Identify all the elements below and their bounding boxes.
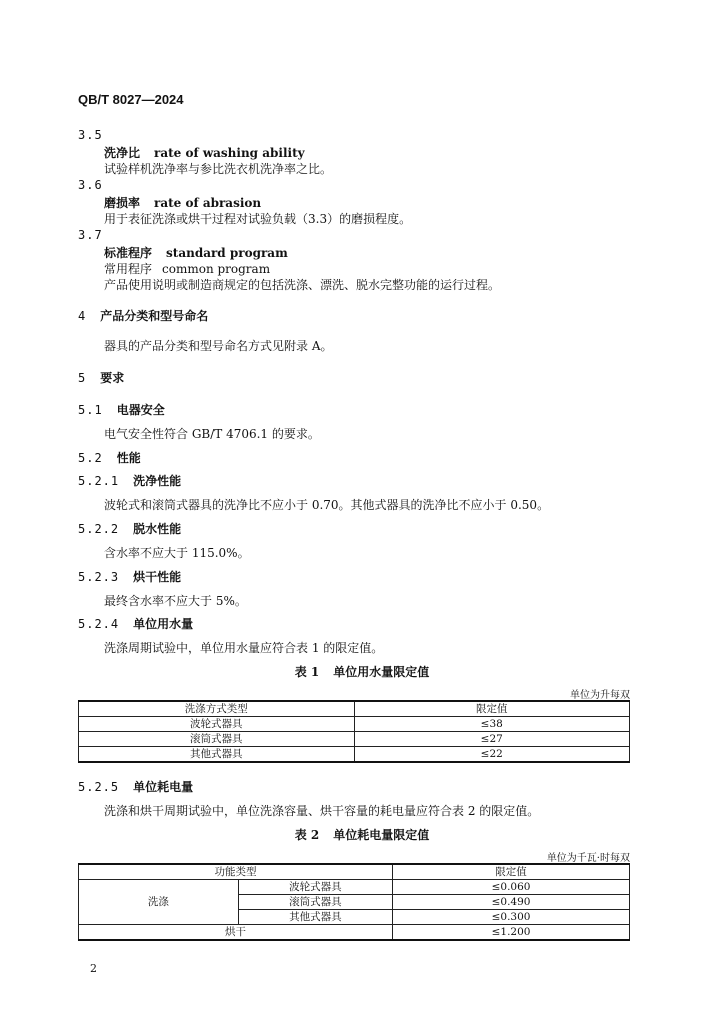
section-number: 5.1 (78, 403, 103, 417)
table-header-row (79, 864, 630, 880)
table-cell: 波轮式器具 (238, 880, 392, 895)
table-cell: ≤1.200 (393, 925, 630, 941)
section-number: 5.2.4 (78, 617, 120, 631)
table-row (79, 747, 630, 763)
term-en: rate of abrasion (154, 196, 262, 210)
section-5-1-text: 电气安全性符合 GB/T 4706.1 的要求。 (104, 427, 320, 441)
definition-3-7: 产品使用说明或制造商规定的包括洗涤、漂洗、脱水完整功能的运行过程。 (104, 278, 501, 292)
section-5-2-4-text: 洗涤周期试验中，单位用水量应符合表 1 的限定值。 (104, 641, 384, 655)
term-cn: 标准程序 (104, 246, 153, 260)
definition-3-5: 试验样机洗净率与参比洗衣机洗净率之比。 (104, 162, 333, 176)
group-cell: 洗涤 (79, 880, 239, 925)
header-cell: 洗涤方式类型 (79, 701, 355, 717)
table-cell: 滚筒式器具 (238, 895, 392, 910)
section-heading-5-2 (78, 449, 141, 466)
header-cell: 限定值 (354, 701, 630, 717)
section-title: 洗净性能 (133, 474, 182, 488)
term-en: rate of washing ability (154, 146, 305, 160)
section-title: 脱水性能 (133, 522, 182, 536)
table-cell: ≤38 (354, 717, 630, 732)
table-2-unit: 单位为千瓦·时每双 (546, 853, 630, 864)
alt-term-3-7 (104, 260, 270, 277)
table-cell: ≤0.060 (393, 880, 630, 895)
section-heading-5-2-4 (78, 615, 193, 632)
header-cell: 限定值 (393, 864, 630, 880)
table-header-row (79, 701, 630, 717)
table-cell: ≤0.300 (393, 910, 630, 925)
table-row (79, 717, 630, 732)
table-row (79, 925, 630, 941)
table-number: 表 2 (294, 828, 320, 842)
term-3-5 (104, 144, 305, 161)
section-number: 5.2.2 (78, 522, 120, 536)
section-5-2-3-text: 最终含水率不应大于 5%。 (104, 594, 247, 608)
section-title: 单位用水量 (133, 617, 194, 631)
table-cell: 其他式器具 (238, 910, 392, 925)
table-number: 表 1 (294, 665, 320, 679)
table-row (79, 880, 630, 895)
alt-term-cn: 常用程序 (104, 262, 153, 276)
section-title: 电器安全 (116, 403, 165, 417)
clause-number-3-5: 3.5 (78, 128, 103, 142)
section-number: 5.2.5 (78, 780, 120, 794)
section-heading-5 (78, 369, 124, 386)
alt-term-en: common program (162, 262, 271, 276)
section-number: 5.2.3 (78, 570, 120, 584)
section-heading-5-2-1 (78, 472, 181, 489)
term-cn: 磨损率 (104, 196, 141, 210)
section-title: 产品分类和型号命名 (100, 309, 209, 323)
section-heading-4 (78, 307, 208, 324)
term-3-7 (104, 244, 288, 261)
table-cell: ≤27 (354, 732, 630, 747)
section-heading-5-2-3 (78, 568, 181, 585)
table-cell: ≤22 (354, 747, 630, 763)
section-4-text: 器具的产品分类和型号命名方式见附录 A。 (104, 339, 333, 353)
term-cn: 洗净比 (104, 146, 141, 160)
section-number: 5 (78, 371, 87, 385)
term-3-6 (104, 194, 261, 211)
section-heading-5-2-5 (78, 778, 193, 795)
section-title: 要求 (100, 371, 125, 385)
page-number: 2 (90, 962, 97, 975)
clause-number-3-6: 3.6 (78, 178, 103, 192)
table-cell: ≤0.490 (393, 895, 630, 910)
section-title: 单位耗电量 (133, 780, 194, 794)
definition-3-6: 用于表征洗涤或烘干过程对试验负载（3.3）的磨损程度。 (104, 212, 412, 226)
clause-number-3-7: 3.7 (78, 228, 103, 242)
section-heading-5-1 (78, 401, 165, 418)
term-en: standard program (166, 246, 288, 260)
section-title: 性能 (116, 451, 141, 465)
table-1-unit: 单位为升每双 (570, 690, 630, 701)
table-2 (78, 863, 630, 941)
table-2-caption (0, 826, 724, 843)
standard-code-header: QB/T 8027—2024 (78, 92, 184, 107)
section-5-2-5-text: 洗涤和烘干周期试验中，单位洗涤容量、烘干容量的耗电量应符合表 2 的限定值。 (104, 804, 540, 818)
table-cell: 其他式器具 (79, 747, 355, 763)
section-5-2-2-text: 含水率不应大于 115.0%。 (104, 546, 250, 560)
table-cell: 烘干 (79, 925, 393, 941)
table-1-caption (0, 663, 724, 680)
table-row (79, 732, 630, 747)
section-number: 5.2 (78, 451, 103, 465)
section-title: 烘干性能 (133, 570, 182, 584)
table-title: 单位用水量限定值 (333, 665, 430, 679)
table-cell: 滚筒式器具 (79, 732, 355, 747)
table-1 (78, 700, 630, 763)
section-heading-5-2-2 (78, 520, 181, 537)
table-title: 单位耗电量限定值 (333, 828, 430, 842)
table-cell: 波轮式器具 (79, 717, 355, 732)
section-number: 4 (78, 309, 87, 323)
section-number: 5.2.1 (78, 474, 120, 488)
header-cell: 功能类型 (79, 864, 393, 880)
section-5-2-1-text: 波轮式和滚筒式器具的洗净比不应小于 0.70。其他式器具的洗净比不应小于 0.50。 (104, 498, 550, 512)
